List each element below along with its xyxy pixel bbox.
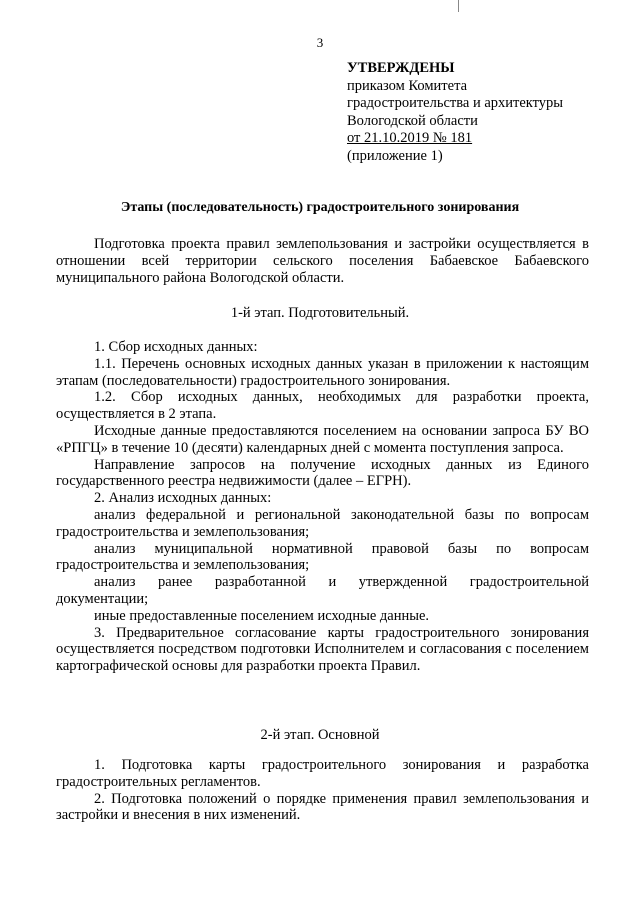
intro-section — [56, 236, 589, 286]
stage-2-title: 2-й этап. Основной — [260, 727, 380, 743]
stage-1-paragraph: 1.1. Перечень основных исходных данных указан в приложении к настоящим этапам (последовательности) градостроительного зонирования. — [56, 355, 589, 389]
approval-appendix: (приложение 1) — [347, 147, 443, 164]
scan-edge-mark — [458, 0, 459, 12]
stage-2-paragraph: 1. Подготовка карты градостроительного зонирования и разработка градостроительных регламентов. — [56, 757, 589, 790]
stage-2-paragraph: 2. Подготовка положений о порядке применения правил землепользования и застройки и внесения в них изменений. — [56, 790, 589, 824]
approval-title: УТВЕРЖДЕНЫ — [347, 60, 455, 76]
stage-1-section — [56, 339, 589, 675]
stage-1-paragraph: Направление запросов на получение исходных данных из Единого государственного реестра недвижимости (далее – ЕГРН). — [56, 456, 589, 490]
approval-line-2: градостроительства и архитектуры — [347, 95, 564, 111]
document-heading: Этапы (последовательность) градостроительного зонирования — [120, 200, 520, 215]
stage-1-paragraph: анализ федеральной и региональной законодательной базы по вопросам градостроительства и землепользования; — [56, 506, 589, 540]
stage-1-paragraph: 2. Анализ исходных данных: — [94, 490, 272, 507]
stage-1-paragraph: Исходные данные предоставляются поселением на основании запроса БУ ВО «РПГЦ» в течение 10 (десяти) календарных дней с момента поступления запроса. — [56, 422, 589, 456]
stage-1-paragraph: 1. Сбор исходных данных: — [94, 339, 258, 355]
stage-2-section — [56, 757, 589, 824]
stage-1-paragraph: иные предоставленные поселением исходные данные. — [94, 607, 430, 624]
stage-1-paragraph: 1.2. Сбор исходных данных, необходимых для разработки проекта, осуществляется в 2 этапа. — [56, 389, 589, 423]
stage-1-paragraph: анализ муниципальной нормативной правовой базы по вопросам градостроительства и землепользования; — [56, 540, 589, 574]
approval-line-3: Вологодской области — [347, 112, 478, 129]
page-number: 3 — [316, 35, 324, 50]
stage-1-paragraph: 3. Предварительное согласование карты градостроительного зонирования осуществляется посредством подготовки Исполнителем и согласования с поселением картографической основы для разработки проекта Правил. — [56, 624, 589, 675]
intro-paragraph: Подготовка проекта правил землепользования и застройки осуществляется в отношении всей территории сельского поселения Бабаевское Бабаевского муниципального района Вологодской области. — [56, 236, 589, 286]
approval-line-1: приказом Комитета — [347, 77, 468, 94]
stage-1-paragraph: анализ ранее разработанной и утвержденной градостроительной документации; — [56, 574, 589, 607]
stage-1-title: 1-й этап. Подготовительный. — [230, 305, 410, 321]
approval-stamp — [347, 60, 563, 165]
approval-date: от 21.10.2019 № 181 — [347, 130, 473, 146]
